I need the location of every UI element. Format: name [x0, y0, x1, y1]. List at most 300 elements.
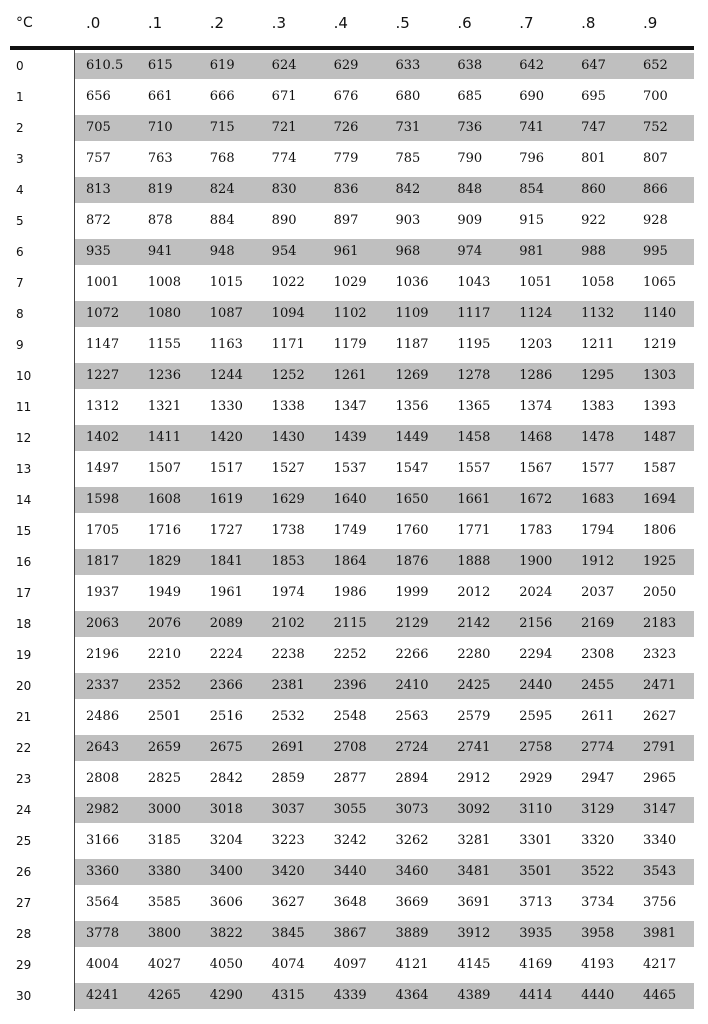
- table-cell: 830: [271, 182, 297, 197]
- table-cell: 2063: [86, 616, 120, 631]
- table-cell: 1817: [86, 554, 120, 569]
- row-values: [75, 301, 694, 327]
- table-cell: 1937: [86, 585, 120, 600]
- table-cell: 3564: [86, 895, 120, 910]
- table-cell: 3756: [643, 895, 677, 910]
- table-row: [10, 763, 694, 794]
- table-cell: 1567: [519, 461, 553, 476]
- table-cell: 642: [519, 58, 545, 73]
- table-cell: 1080: [147, 306, 181, 321]
- row-values: [75, 797, 694, 823]
- table-cell: 736: [457, 120, 483, 135]
- column-header: .8: [581, 14, 596, 32]
- table-row: [10, 329, 694, 360]
- table-cell: 2486: [86, 709, 120, 724]
- table-cell: 1949: [147, 585, 181, 600]
- column-header: .3: [271, 14, 286, 32]
- table-cell: 1065: [643, 275, 677, 290]
- table-cell: 2323: [643, 647, 677, 662]
- table-cell: 2471: [643, 678, 677, 693]
- table-cell: 3110: [519, 802, 553, 817]
- row-values: [75, 394, 694, 420]
- table-cell: 3073: [395, 802, 429, 817]
- table-cell: 935: [86, 244, 111, 259]
- table-row: [10, 143, 694, 174]
- table-cell: 1094: [271, 306, 305, 321]
- row-values: [75, 921, 694, 947]
- table-cell: 4290: [209, 988, 243, 1003]
- table-cell: 2455: [581, 678, 615, 693]
- table-cell: 2129: [395, 616, 429, 631]
- table-cell: 1420: [209, 430, 243, 445]
- table-cell: 615: [147, 58, 173, 73]
- table-cell: 1694: [643, 492, 677, 507]
- table-cell: 647: [581, 58, 606, 73]
- table-cell: 757: [86, 151, 111, 166]
- table-cell: 4364: [395, 988, 429, 1003]
- table-cell: 2337: [86, 678, 120, 693]
- row-label: 8: [16, 306, 24, 321]
- table-cell: 1468: [519, 430, 553, 445]
- table-cell: 2266: [395, 647, 429, 662]
- table-cell: 3713: [519, 895, 553, 910]
- table-cell: 671: [271, 89, 297, 104]
- table-cell: 1171: [271, 337, 305, 352]
- row-values: [75, 859, 694, 885]
- row-values: [75, 828, 694, 854]
- table-cell: 3147: [643, 802, 677, 817]
- table-cell: 666: [209, 89, 235, 104]
- row-values: [75, 53, 694, 79]
- table-cell: 1527: [271, 461, 305, 476]
- table-cell: 866: [643, 182, 668, 197]
- table-cell: 4217: [643, 957, 677, 972]
- table-cell: 1203: [519, 337, 553, 352]
- table-cell: 2024: [519, 585, 553, 600]
- table-row: [10, 112, 694, 143]
- table-cell: 2076: [147, 616, 181, 631]
- table-cell: 1876: [395, 554, 429, 569]
- table-cell: 3800: [147, 926, 181, 941]
- table-cell: 1187: [395, 337, 429, 352]
- table-cell: 3734: [581, 895, 615, 910]
- table-cell: 1738: [271, 523, 305, 538]
- table-cell: 1587: [643, 461, 677, 476]
- table-cell: 2808: [86, 771, 120, 786]
- table-cell: 1303: [643, 368, 677, 383]
- table-cell: 3185: [147, 833, 181, 848]
- row-label: 23: [16, 771, 32, 786]
- table-cell: 1087: [209, 306, 243, 321]
- table-cell: 2912: [457, 771, 491, 786]
- table-cell: 4004: [86, 957, 120, 972]
- table-cell: 3867: [333, 926, 367, 941]
- table-cell: 1356: [395, 399, 429, 414]
- table-cell: 824: [209, 182, 235, 197]
- table-row: [10, 918, 694, 949]
- row-values: [75, 952, 694, 978]
- table-row: [10, 794, 694, 825]
- row-values: [75, 270, 694, 296]
- table-cell: 3262: [395, 833, 429, 848]
- table-cell: 3400: [209, 864, 243, 879]
- table-cell: 813: [86, 182, 111, 197]
- row-label: 17: [16, 585, 32, 600]
- row-label: 6: [16, 244, 24, 259]
- row-values: [75, 115, 694, 141]
- table-cell: 1001: [86, 275, 120, 290]
- table-cell: 2791: [643, 740, 677, 755]
- table-cell: 3648: [333, 895, 367, 910]
- column-header: .9: [643, 14, 658, 32]
- table-cell: 1749: [333, 523, 367, 538]
- table-row: [10, 50, 694, 81]
- table-cell: 974: [457, 244, 483, 259]
- table-cell: 3981: [643, 926, 677, 941]
- row-label: 0: [16, 58, 24, 73]
- table-cell: 619: [209, 58, 235, 73]
- table-cell: 2724: [395, 740, 429, 755]
- table-cell: 661: [147, 89, 173, 104]
- table-cell: 2156: [519, 616, 553, 631]
- table-cell: 633: [395, 58, 421, 73]
- table-cell: 2381: [271, 678, 305, 693]
- table-cell: 1760: [395, 523, 429, 538]
- table-cell: 1598: [86, 492, 120, 507]
- table-cell: 968: [395, 244, 421, 259]
- table-cell: 1008: [147, 275, 181, 290]
- table-cell: 685: [457, 89, 483, 104]
- table-cell: 3627: [271, 895, 305, 910]
- table-cell: 1163: [209, 337, 243, 352]
- table-row: [10, 639, 694, 670]
- table-cell: 1321: [147, 399, 181, 414]
- table-cell: 785: [395, 151, 421, 166]
- table-cell: 3340: [643, 833, 677, 848]
- table-cell: 1783: [519, 523, 553, 538]
- table-cell: 890: [271, 213, 297, 228]
- row-label: 30: [16, 988, 32, 1003]
- table-cell: 2947: [581, 771, 615, 786]
- table-cell: 721: [271, 120, 297, 135]
- table-row: [10, 980, 694, 1011]
- row-values: [75, 642, 694, 668]
- table-cell: 629: [333, 58, 359, 73]
- table-cell: 3301: [519, 833, 553, 848]
- table-cell: 1900: [519, 554, 553, 569]
- table-cell: 790: [457, 151, 483, 166]
- table-cell: 1411: [147, 430, 181, 445]
- table-body: [10, 50, 694, 1011]
- table-cell: 2965: [643, 771, 677, 786]
- row-label: 29: [16, 957, 32, 972]
- table-cell: 995: [643, 244, 668, 259]
- table-cell: 4145: [457, 957, 491, 972]
- table-cell: 3522: [581, 864, 615, 879]
- column-headers: [75, 14, 694, 32]
- table-cell: 624: [271, 58, 297, 73]
- table-cell: 3691: [457, 895, 491, 910]
- row-values: [75, 456, 694, 482]
- table-cell: 2877: [333, 771, 367, 786]
- table-cell: 1393: [643, 399, 677, 414]
- table-row: [10, 949, 694, 980]
- table-cell: 2842: [209, 771, 243, 786]
- row-values: [75, 766, 694, 792]
- row-label: 28: [16, 926, 32, 941]
- table-cell: 2611: [581, 709, 615, 724]
- table-row: [10, 701, 694, 732]
- table-cell: 2142: [457, 616, 491, 631]
- row-label: 15: [16, 523, 32, 538]
- table-cell: 726: [333, 120, 359, 135]
- table-cell: 3822: [209, 926, 243, 941]
- table-cell: 3092: [457, 802, 491, 817]
- table-cell: 1227: [86, 368, 120, 383]
- table-cell: 1806: [643, 523, 677, 538]
- table-cell: 981: [519, 244, 545, 259]
- table-cell: 3606: [209, 895, 243, 910]
- table-cell: 2548: [333, 709, 367, 724]
- table-cell: 1252: [271, 368, 305, 383]
- table-cell: 2825: [147, 771, 181, 786]
- table-cell: 4440: [581, 988, 615, 1003]
- table-cell: 1999: [395, 585, 429, 600]
- table-cell: 2758: [519, 740, 553, 755]
- row-values: [75, 487, 694, 513]
- table-cell: 1383: [581, 399, 615, 414]
- table-cell: 731: [395, 120, 421, 135]
- table-cell: 652: [643, 58, 668, 73]
- table-row: [10, 484, 694, 515]
- table-cell: 819: [147, 182, 173, 197]
- table-cell: 1140: [643, 306, 677, 321]
- table-cell: 1716: [147, 523, 181, 538]
- table-cell: 4389: [457, 988, 491, 1003]
- table-cell: 2982: [86, 802, 120, 817]
- table-cell: 1132: [581, 306, 615, 321]
- table-cell: 4414: [519, 988, 553, 1003]
- table-cell: 2308: [581, 647, 615, 662]
- row-values: [75, 673, 694, 699]
- table-cell: 2183: [643, 616, 677, 631]
- table-cell: 1338: [271, 399, 305, 414]
- table-cell: 1449: [395, 430, 429, 445]
- table-cell: 2238: [271, 647, 305, 662]
- table-cell: 1537: [333, 461, 367, 476]
- table-cell: 1925: [643, 554, 677, 569]
- table-cell: 3585: [147, 895, 181, 910]
- column-header: .6: [457, 14, 472, 32]
- table-cell: 690: [519, 89, 545, 104]
- table-row: [10, 298, 694, 329]
- row-label: 21: [16, 709, 32, 724]
- row-label: 14: [16, 492, 32, 507]
- table-cell: 2115: [333, 616, 367, 631]
- table-cell: 2366: [209, 678, 243, 693]
- table-cell: 763: [147, 151, 173, 166]
- table-cell: 3912: [457, 926, 491, 941]
- row-values: [75, 890, 694, 916]
- table-cell: 3320: [581, 833, 615, 848]
- row-values: [75, 735, 694, 761]
- table-cell: 3481: [457, 864, 491, 879]
- table-cell: 4027: [147, 957, 181, 972]
- table-cell: 3204: [209, 833, 243, 848]
- table-cell: 1347: [333, 399, 367, 414]
- table-cell: 2532: [271, 709, 305, 724]
- table-cell: 2050: [643, 585, 677, 600]
- row-label: 25: [16, 833, 32, 848]
- table-cell: 1295: [581, 368, 615, 383]
- table-cell: 1072: [86, 306, 120, 321]
- row-label: 11: [16, 399, 32, 414]
- row-label: 22: [16, 740, 32, 755]
- table-cell: 1661: [457, 492, 491, 507]
- row-label: 19: [16, 647, 32, 662]
- table-cell: 941: [147, 244, 173, 259]
- table-cell: 3501: [519, 864, 553, 879]
- vapor-pressure-table: [10, 0, 694, 1011]
- table-cell: 2563: [395, 709, 429, 724]
- table-cell: 1829: [147, 554, 181, 569]
- table-cell: 3242: [333, 833, 367, 848]
- column-header: .0: [86, 14, 101, 32]
- table-cell: 801: [581, 151, 606, 166]
- table-row: [10, 825, 694, 856]
- row-values: [75, 611, 694, 637]
- table-cell: 1058: [581, 275, 615, 290]
- row-values: [75, 983, 694, 1009]
- table-cell: 3223: [271, 833, 305, 848]
- table-cell: 1211: [581, 337, 615, 352]
- row-label: 5: [16, 213, 24, 228]
- table-cell: 1439: [333, 430, 367, 445]
- table-cell: 2294: [519, 647, 553, 662]
- table-cell: 1672: [519, 492, 553, 507]
- table-row: [10, 670, 694, 701]
- table-cell: 1155: [147, 337, 181, 352]
- row-values: [75, 84, 694, 110]
- table-cell: 1986: [333, 585, 367, 600]
- table-cell: 2352: [147, 678, 181, 693]
- row-label: 7: [16, 275, 24, 290]
- table-cell: 2425: [457, 678, 491, 693]
- table-cell: 1374: [519, 399, 553, 414]
- table-cell: 2196: [86, 647, 120, 662]
- table-cell: 1487: [643, 430, 677, 445]
- table-cell: 1179: [333, 337, 367, 352]
- table-cell: 4315: [271, 988, 305, 1003]
- table-header-row: [10, 0, 694, 50]
- table-cell: 1219: [643, 337, 677, 352]
- table-cell: 1022: [271, 275, 305, 290]
- column-header: .7: [519, 14, 534, 32]
- table-cell: 1236: [147, 368, 181, 383]
- row-values: [75, 580, 694, 606]
- table-cell: 3055: [333, 802, 367, 817]
- table-cell: 2252: [333, 647, 367, 662]
- table-cell: 2396: [333, 678, 367, 693]
- table-cell: 676: [333, 89, 359, 104]
- table-cell: 2595: [519, 709, 553, 724]
- table-cell: 2089: [209, 616, 243, 631]
- table-cell: 2675: [209, 740, 243, 755]
- table-cell: 3420: [271, 864, 305, 879]
- table-cell: 4121: [395, 957, 429, 972]
- table-cell: 1195: [457, 337, 491, 352]
- table-cell: 928: [643, 213, 668, 228]
- table-cell: 3543: [643, 864, 677, 879]
- table-cell: 884: [209, 213, 235, 228]
- table-cell: 2516: [209, 709, 243, 724]
- table-cell: 1650: [395, 492, 429, 507]
- table-cell: 3380: [147, 864, 181, 879]
- table-cell: 1619: [209, 492, 243, 507]
- table-cell: 909: [457, 213, 483, 228]
- table-cell: 768: [209, 151, 235, 166]
- row-values: [75, 146, 694, 172]
- table-cell: 1330: [209, 399, 243, 414]
- column-header: .2: [209, 14, 225, 32]
- row-label: 27: [16, 895, 32, 910]
- table-row: [10, 577, 694, 608]
- table-cell: 2859: [271, 771, 305, 786]
- table-cell: 915: [519, 213, 545, 228]
- table-cell: 695: [581, 89, 606, 104]
- table-cell: 922: [581, 213, 606, 228]
- table-cell: 2627: [643, 709, 677, 724]
- table-cell: 1683: [581, 492, 615, 507]
- row-label: 4: [16, 182, 24, 197]
- row-values: [75, 425, 694, 451]
- row-values: [75, 177, 694, 203]
- row-label: 16: [16, 554, 32, 569]
- row-label: 13: [16, 461, 32, 476]
- table-cell: 1036: [395, 275, 429, 290]
- row-label: 20: [16, 678, 32, 693]
- table-cell: 1974: [271, 585, 305, 600]
- table-cell: 4339: [333, 988, 367, 1003]
- table-row: [10, 608, 694, 639]
- table-cell: 774: [271, 151, 297, 166]
- table-cell: 2691: [271, 740, 305, 755]
- table-cell: 2708: [333, 740, 367, 755]
- table-cell: 3935: [519, 926, 553, 941]
- table-cell: 705: [86, 120, 111, 135]
- table-row: [10, 360, 694, 391]
- table-cell: 4097: [333, 957, 367, 972]
- table-cell: 1794: [581, 523, 615, 538]
- table-cell: 2440: [519, 678, 553, 693]
- table-row: [10, 546, 694, 577]
- row-values: [75, 518, 694, 544]
- table-row: [10, 515, 694, 546]
- table-cell: 3018: [209, 802, 243, 817]
- table-cell: 961: [333, 244, 359, 259]
- table-cell: 1051: [519, 275, 553, 290]
- table-cell: 1771: [457, 523, 491, 538]
- table-row: [10, 887, 694, 918]
- table-cell: 4193: [581, 957, 615, 972]
- table-cell: 2929: [519, 771, 553, 786]
- table-cell: 948: [209, 244, 235, 259]
- table-cell: 1029: [333, 275, 367, 290]
- row-label: 9: [16, 337, 24, 352]
- table-cell: 2012: [457, 585, 491, 600]
- table-cell: 610.5: [86, 58, 124, 73]
- table-cell: 779: [333, 151, 359, 166]
